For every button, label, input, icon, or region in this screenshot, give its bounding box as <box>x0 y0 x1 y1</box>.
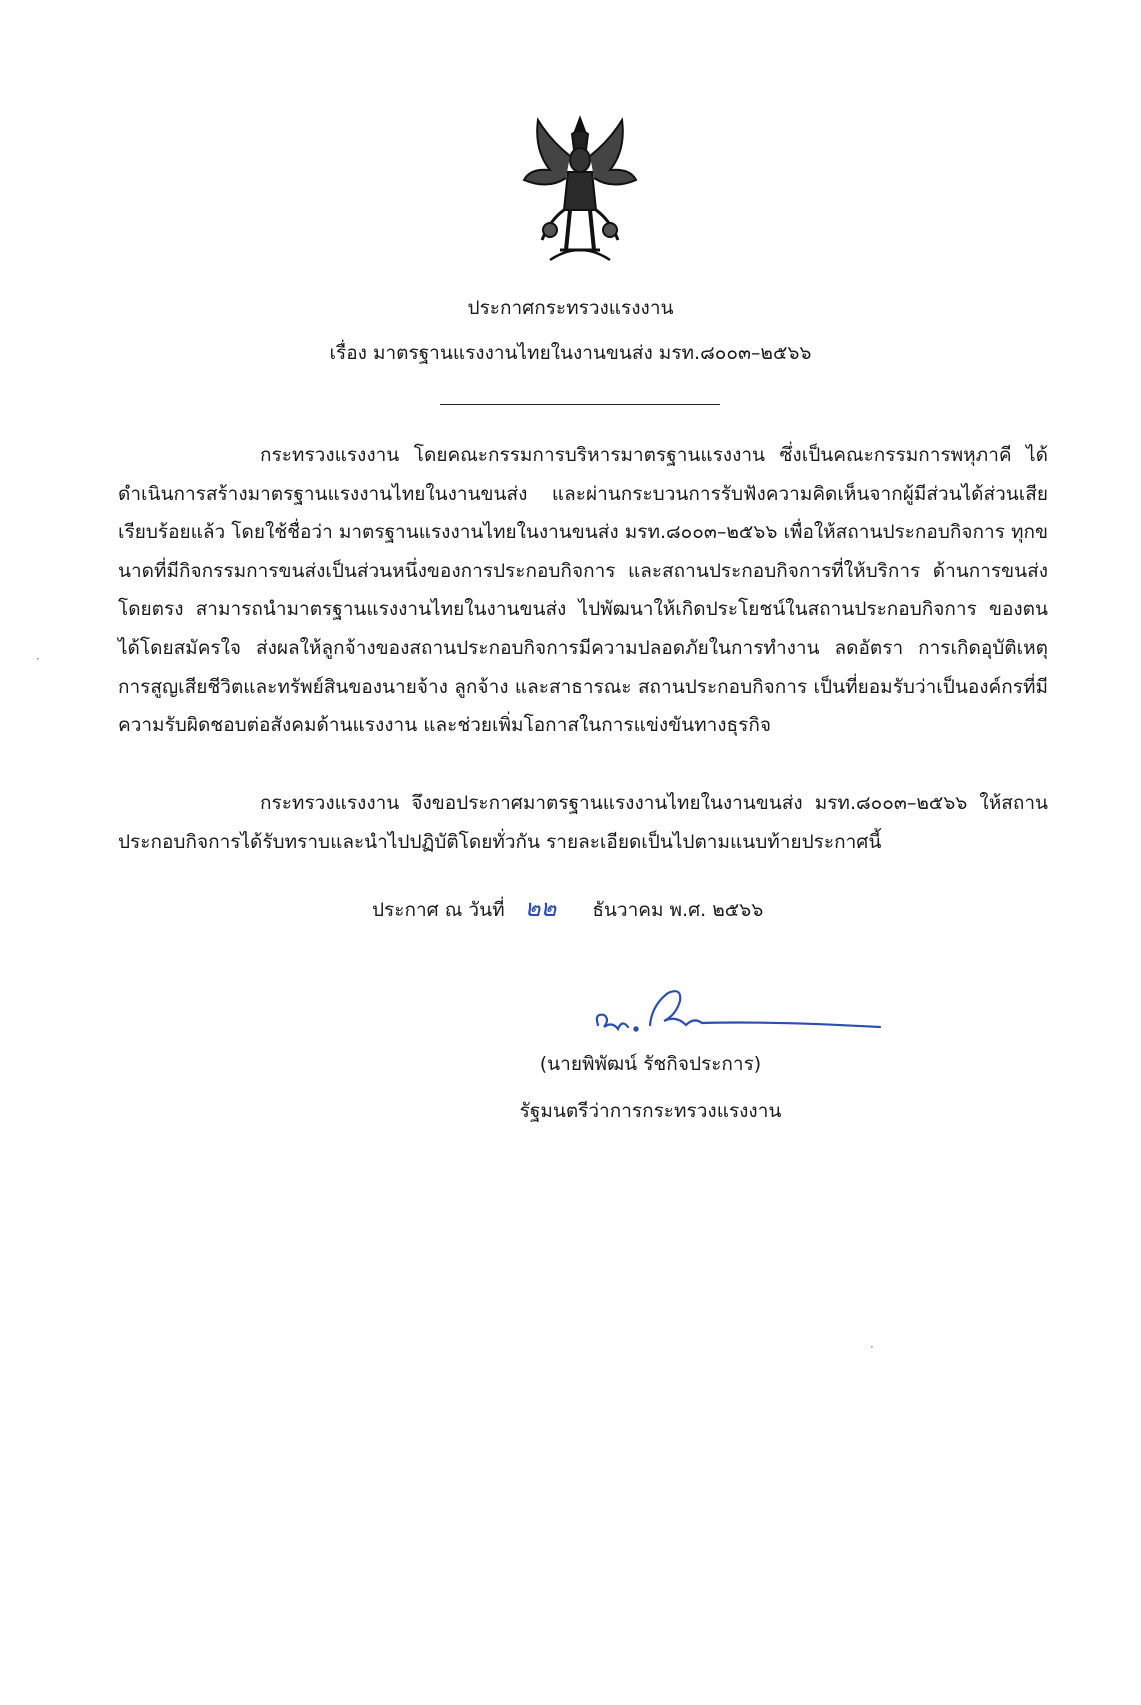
scan-mark: · <box>870 1340 874 1354</box>
body-paragraph-1 <box>118 436 1048 745</box>
garuda-emblem-icon <box>520 110 640 270</box>
title-divider <box>440 404 720 405</box>
dateline-prefix: ประกาศ ณ วันที่ <box>372 899 505 921</box>
handwritten-signature <box>590 985 890 1045</box>
signatory-name: (นายพิพัฒน์ รัชกิจประการ) <box>539 1053 762 1075</box>
dateline-month-year: ธันวาคม พ.ศ. ๒๕๖๖ <box>592 899 764 921</box>
signatory-position: รัฐมนตรีว่าการกระทรวงแรงงาน <box>519 1100 782 1122</box>
subject-line: เรื่อง มาตรฐานแรงงานไทยในงานขนส่ง มรท.๘๐๐๓–๒๕๖๖ <box>329 342 812 364</box>
scan-mark: · <box>36 652 40 666</box>
dateline <box>372 895 763 923</box>
paragraph-text: กระทรวงแรงงาน โดยคณะกรรมการบริหารมาตรฐานแรงงาน ซึ่งเป็นคณะกรรมการพหุภาคี ได้ดำเนินการสร้างมาตรฐานแรงงานไทยในงานขนส่ง และผ่านกระบวนการรับฟังความคิดเห็นจากผู้มีส่วนได้ส่วนเสีย เรียบร้อยแล้ว โดยใช้ชื่อว่า มาตรฐานแรงงานไทยในงานขนส่ง มรท.๘๐๐๓–๒๕๖๖ เพื่อให้สถานประกอบกิจการ ทุกขนาดที่มีกิจกรรมการขนส่งเป็นส่วนหนึ่งของการประกอบกิจการ และสถานประกอบกิจการที่ให้บริการ ด้านการขนส่งโดยตรง สามารถนำมาตรฐานแรงงานไทยในงานขนส่ง ไปพัฒนาให้เกิดประโยชน์ในสถานประกอบกิจการ ของตนได้โดยสมัครใจ ส่งผลให้ลูกจ้างของสถานประกอบกิจการมีความปลอดภัยในการทำงาน ลดอัตรา การเกิดอุบัติเหตุ การสูญเสียชีวิตและทรัพย์สินของนายจ้าง ลูกจ้าง และสาธารณะ สถานประกอบกิจการ เป็นที่ยอมรับว่าเป็นองค์กรที่มีความรับผิดชอบต่อสังคมด้านแรงงาน และช่วยเพิ่มโอกาสในการแข่งขันทางธุรกิจ <box>118 444 1048 737</box>
body-paragraph-2 <box>118 784 1048 861</box>
announcement-title: ประกาศกระทรวงแรงงาน <box>467 297 674 319</box>
paragraph-text: กระทรวงแรงงาน จึงขอประกาศมาตรฐานแรงงานไทยในงานขนส่ง มรท.๘๐๐๓–๒๕๖๖ ให้สถานประกอบกิจการได้รับทราบและนำไปปฏิบัติโดยทั่วกัน รายละเอียดเป็นไปตามแนบท้ายประกาศนี้ <box>118 792 1048 853</box>
dateline-day: ๒๒ <box>524 894 557 922</box>
